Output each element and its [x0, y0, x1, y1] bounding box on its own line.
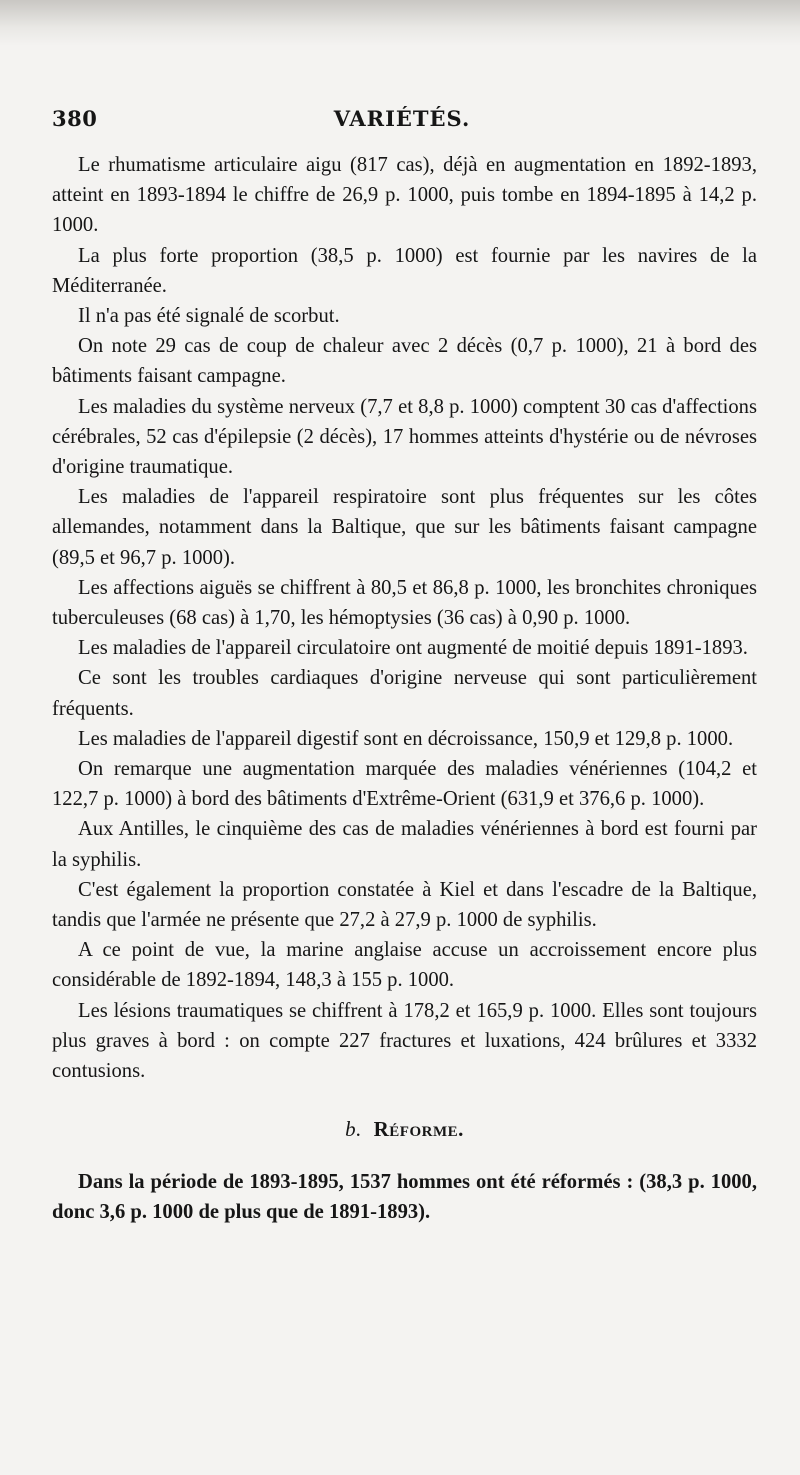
page-header [52, 106, 752, 136]
paragraph: Aux Antilles, le cinquième des cas de maladies vénériennes à bord est fourni par la syphilis. [52, 818, 757, 871]
paragraph: Les maladies de l'appareil digestif sont en décroissance, 150,9 et 129,8 p. 1000. [78, 727, 734, 750]
paragraph: A ce point de vue, la marine anglaise accuse un accroissement encore plus considérable de 1892-1894, 148,3 à 155 p. 1000. [52, 939, 757, 992]
paragraph: Le rhumatisme articulaire aigu (817 cas), déjà en augmentation en 1892-1893, atteint en 1893-1894 le chiffre de 26,9 p. 1000, puis tombe en 1894-1895 à 14,2 p. 1000. [52, 154, 757, 237]
paragraph: Les maladies de l'appareil respiratoire sont plus fréquentes sur les côtes allemandes, notamment dans la Baltique, que sur les bâtiments faisant campagne (89,5 et 96,7 p. 1000). [52, 486, 757, 569]
paragraph: C'est également la proportion constatée à Kiel et dans l'escadre de la Baltique, tandis que l'armée ne présente que 27,2 à 27,9 p. 1000 de syphilis. [52, 878, 757, 932]
page-number: 380 [52, 106, 98, 131]
section-heading [52, 1114, 757, 1144]
section-letter: b. [345, 1117, 362, 1142]
paragraph: Il n'a pas été signalé de scorbut. [78, 305, 340, 328]
body-text [52, 150, 757, 1227]
paragraph: On remarque une augmentation marquée des maladies vénériennes (104,2 et 122,7 p. 1000) à bord des bâtiments d'Extrême-Orient (631,9 et 376,6 p. 1000). [52, 758, 757, 811]
paragraph: Les affections aiguës se chiffrent à 80,5 et 86,8 p. 1000, les bronchites chroniques tuberculeuses (68 cas) à 1,70, les hémoptysies (36 cas) à 0,90 p. 1000. [52, 576, 757, 630]
paragraph: Les lésions traumatiques se chiffrent à 178,2 et 165,9 p. 1000. Elles sont toujours plus graves à bord : on compte 227 fractures et luxations, 424 brûlures et 3332 contusions. [52, 999, 757, 1083]
page-edge-shadow [0, 0, 800, 46]
running-title: VARIÉTÉS. [333, 106, 471, 131]
final-block [52, 1167, 757, 1227]
section-title: Réforme. [373, 1117, 464, 1142]
final-paragraph: Dans la période de 1893-1895, 1537 hommes ont été réformés : (38,3 p. 1000, donc 3,6 p. 1000 de plus que de 1891-1893). [52, 1170, 757, 1223]
paragraph: Ce sont les troubles cardiaques d'origine nerveuse qui sont particulièrement fréquents. [52, 667, 757, 720]
paragraph: Les maladies du système nerveux (7,7 et 8,8 p. 1000) comptent 30 cas d'affections cérébrales, 52 cas d'épilepsie (2 décès), 17 hommes atteints d'hystérie ou de névroses d'origine traumatique. [52, 395, 757, 479]
paragraph: Les maladies de l'appareil circulatoire ont augmenté de moitié depuis 1891-1893. [78, 637, 748, 660]
paragraph: On note 29 cas de coup de chaleur avec 2 décès (0,7 p. 1000), 21 à bord des bâtiments faisant campagne. [52, 335, 757, 388]
paragraph: La plus forte proportion (38,5 p. 1000) est fournie par les navires de la Méditerranée. [52, 244, 757, 297]
